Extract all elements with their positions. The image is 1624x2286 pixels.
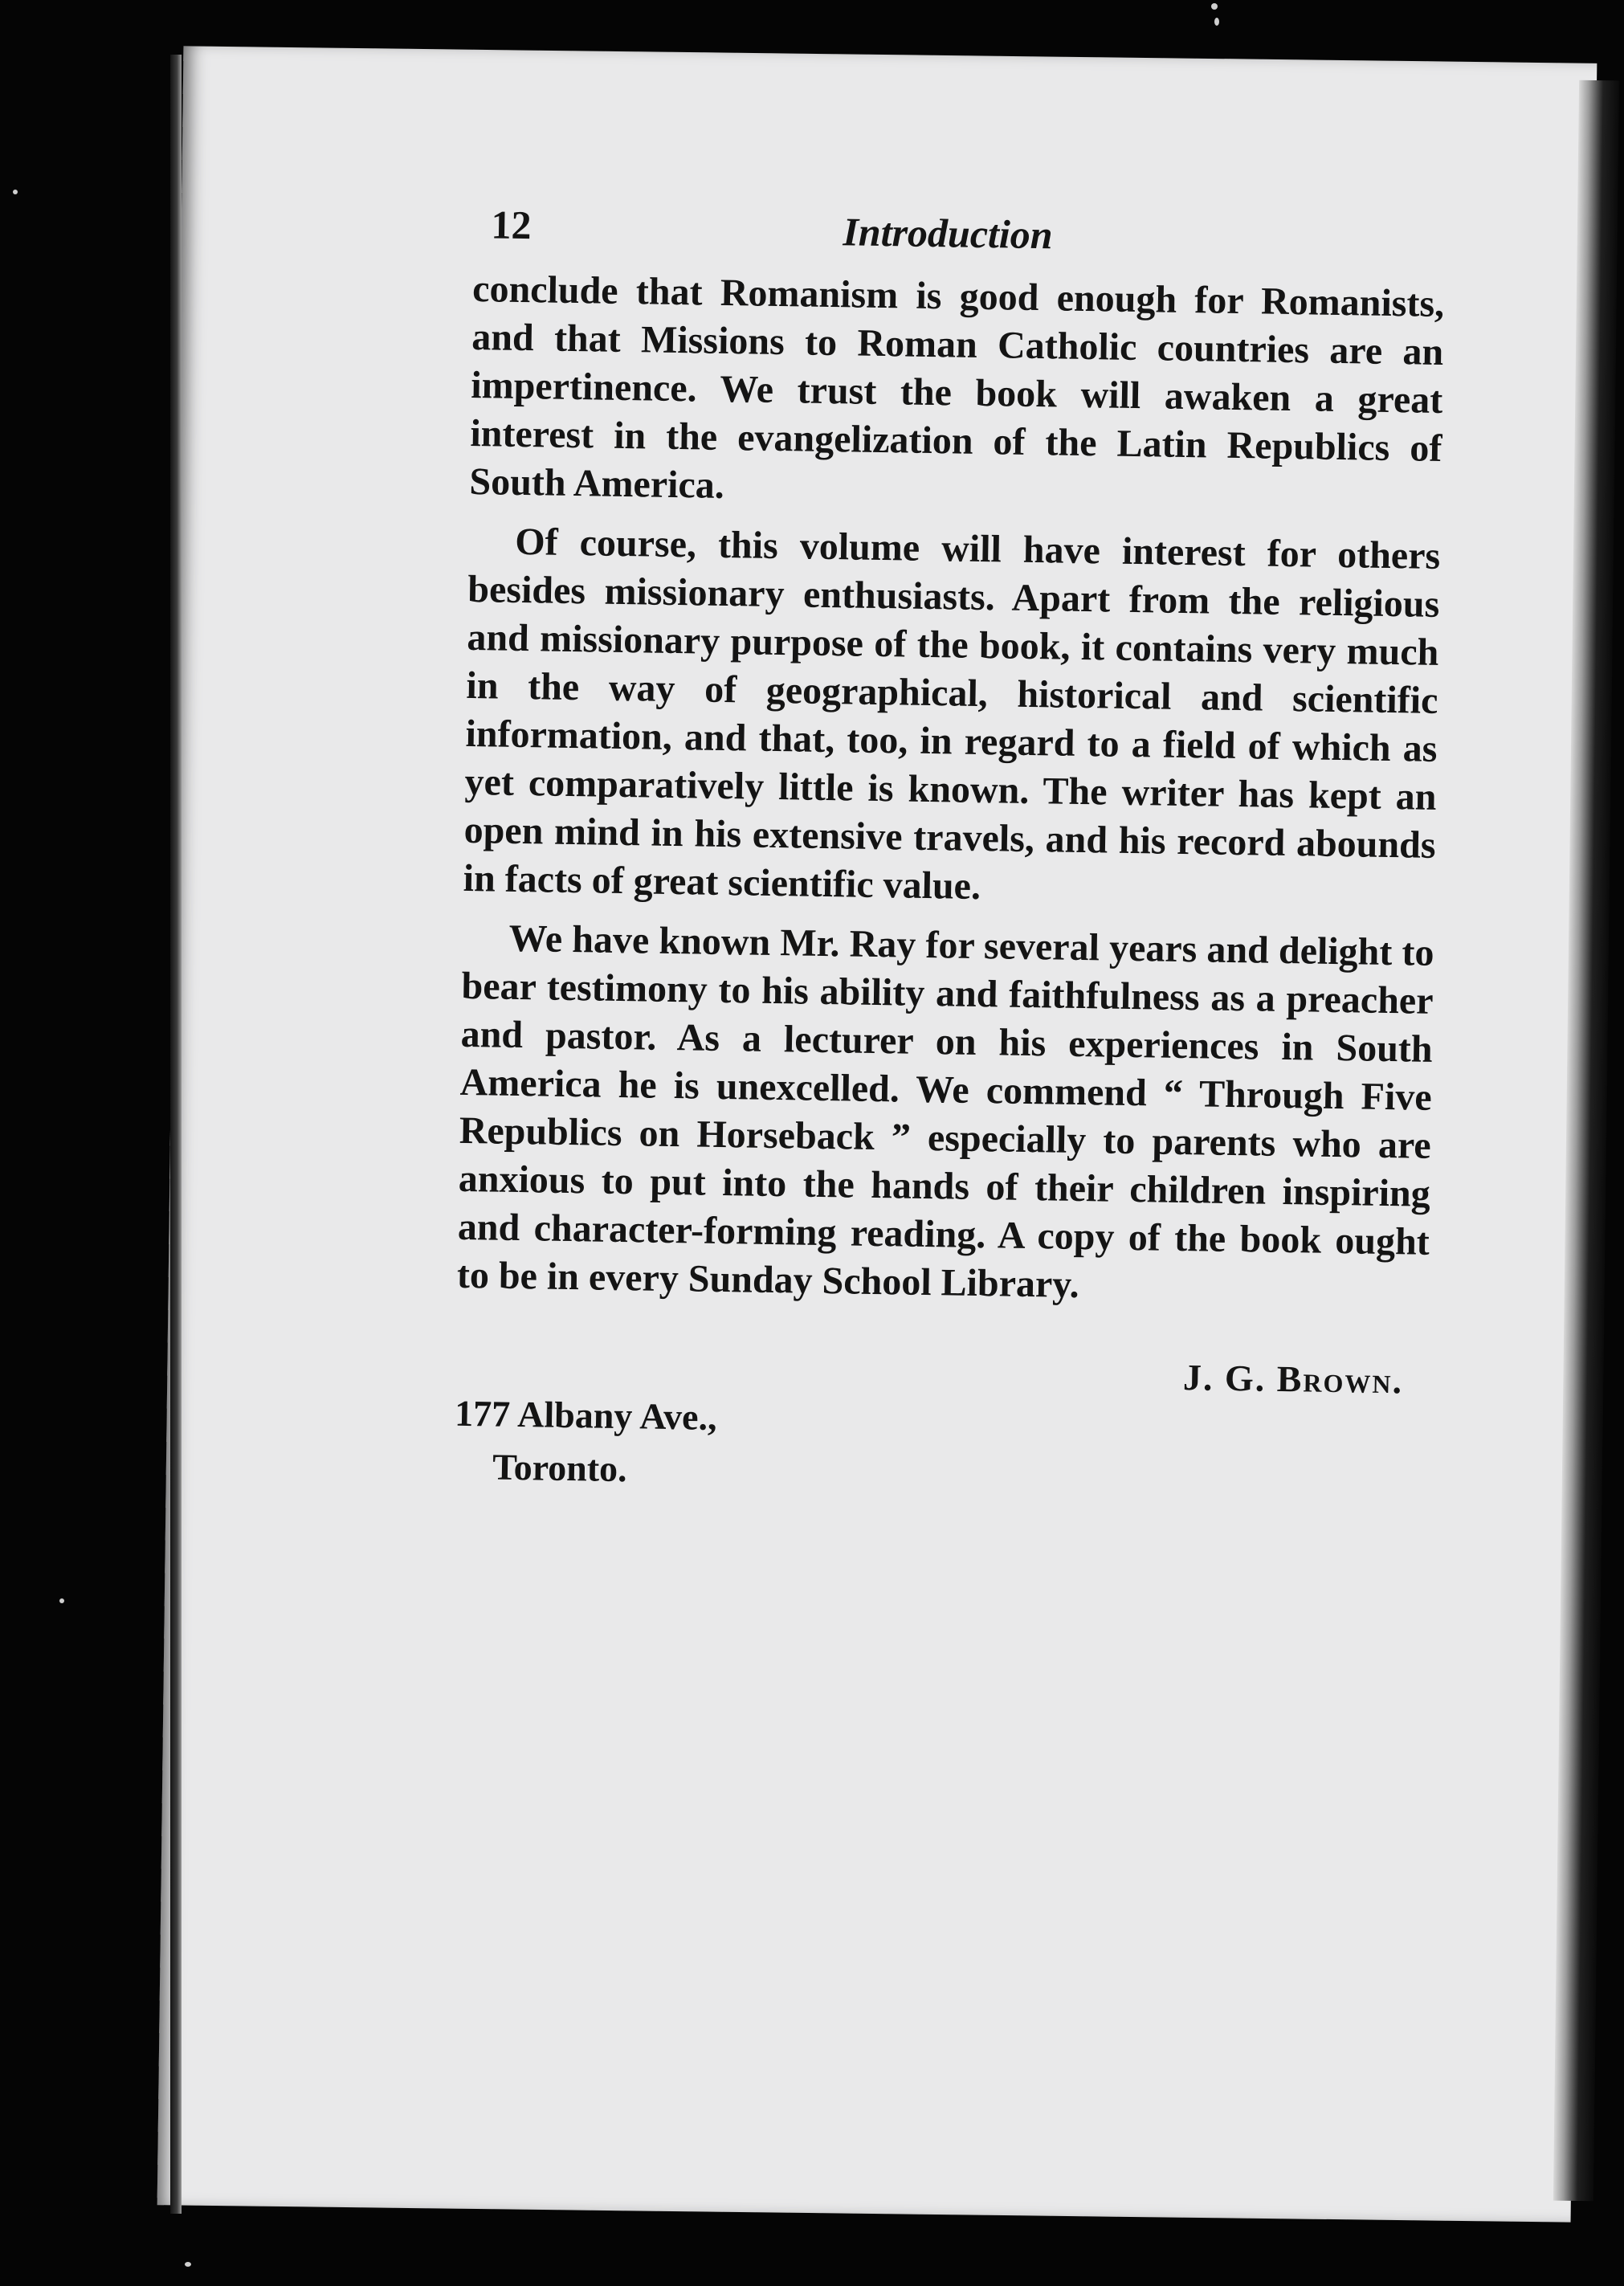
scan-speck [1214,18,1219,26]
scan-speck [13,190,18,194]
address-city: Toronto. [492,1446,628,1490]
paragraph-continuation: conclude that Romanism is good enough for Romanists, and that Missions to Roman Catholic countries are an impertinence. We trust the book will awaken a great interest in the evangelization of the Latin Republics of South America. [469,267,1445,507]
page-number: 12 [491,202,532,248]
signature-name: J. G. Brown. [1182,1357,1404,1402]
address-block [454,1387,1427,1508]
page-binding-edge [170,55,182,2214]
paragraph-interest: Of course, this volume will have interest for others besides missionary enthusiasts. Apart from the religious and missionary purpose of the book, it contains very much in the way of geographical, historical and scientific information, and that, too, in regard to a field of which as yet comparatively little is known. The writer has kept an open mind in his extensive travels, and his record abounds in facts of great scientific value. [463,520,1441,908]
scan-speck [1211,3,1218,10]
page-content [454,201,1446,1508]
paragraph-endorsement: We have known Mr. Ray for several years and delight to bear testimony to his ability and faithfulness as a preacher and pastor. As a lecturer on his experiences in South America he is unexcelled. We commend “ Through Five Republics on Horseback ” especially to parents who are anxious to put into the hands of their children inspiring and character-forming reading. A copy of the book ought to be in every Sunday School Library. [456,916,1434,1307]
address-street: 177 Albany Ave., [454,1392,717,1438]
scan-speck [59,1598,64,1603]
running-head: Introduction [843,209,1054,258]
scan-speck [185,2262,191,2267]
